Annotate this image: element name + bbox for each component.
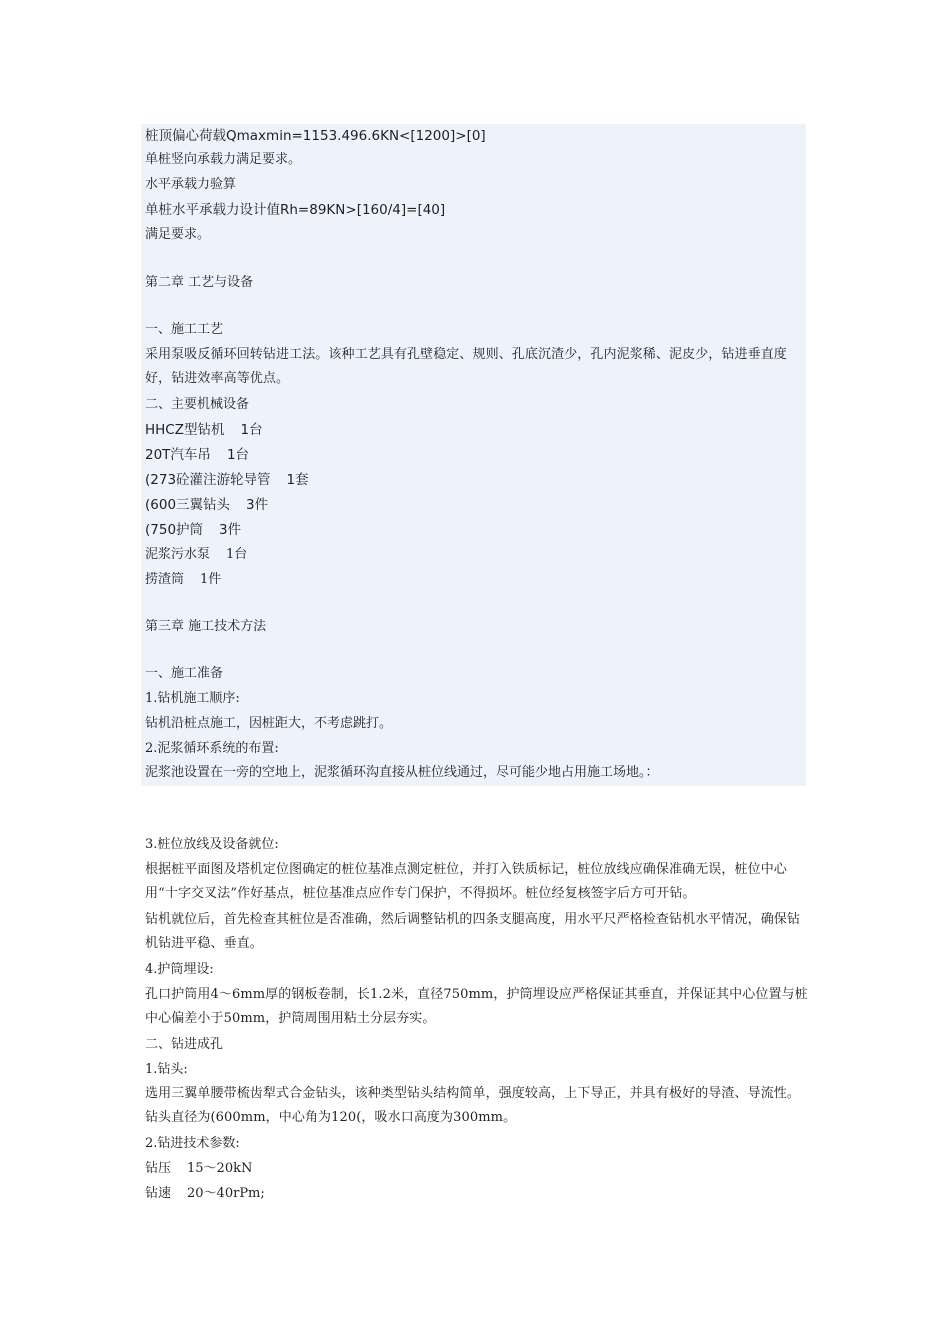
section-heading: 二、钻进成孔: [145, 1037, 224, 1052]
text-line: 单桩竖向承载力满足要求。: [145, 152, 302, 167]
equipment-name: (600三翼钻头: [145, 497, 231, 513]
section-heading: 一、施工准备: [145, 666, 224, 681]
equipment-qty: 1件: [200, 572, 222, 587]
equipment-item: [145, 493, 268, 517]
equipment-name: 泥浆污水泵: [145, 547, 211, 562]
equipment-qty: 1台: [240, 422, 263, 438]
equipment-item: [145, 418, 263, 442]
parameter-row: [145, 1157, 252, 1181]
text-line: 水平承载力验算: [145, 177, 237, 192]
paragraph: 根据桩平面图及塔机定位图确定的桩位基准点测定桩位，并打入铁质标记，桩位放线应确保准确无误，桩位中心用“十字交叉法”作好基点，桩位基准点应作专门保护，不得损坏。桩位经复核签字后方可开钻。: [145, 862, 787, 901]
item-title: 3.桩位放线及设备就位:: [145, 837, 279, 852]
paragraph: 孔口护筒用4～6mm厚的钢板卷制，长1.2米，直径750mm，护筒埋设应严格保证其垂直，并保证其中心位置与桩中心偏差小于50mm，护筒周围用粘土分层夯实。: [145, 987, 808, 1026]
text-line: 满足要求。: [145, 227, 211, 242]
item-title: 1.钻头:: [145, 1062, 188, 1077]
parameter-value: 15～20kN: [187, 1161, 253, 1176]
equipment-qty: 3件: [219, 522, 242, 538]
parameter-row: [145, 1182, 265, 1206]
equipment-qty: 1台: [226, 547, 248, 562]
equipment-name: (273砼灌注游轮导管: [145, 472, 271, 488]
paragraph: 选用三翼单腰带梳齿犁式合金钻头，该种类型钻头结构简单，强度较高，上下导正，并具有极好的导渣、导流性。钻头直径为(600mm，中心角为120(，吸水口高度为300mm。: [145, 1086, 801, 1125]
section-heading: 二、主要机械设备: [145, 397, 250, 412]
equipment-item: [145, 568, 221, 592]
equipment-item: [145, 468, 309, 492]
paragraph: 钻机沿桩点施工，因桩距大，不考虑跳打。: [145, 716, 393, 731]
parameter-value: 20～40rPm;: [187, 1186, 265, 1201]
paragraph: 钻机就位后，首先检查其桩位是否准确，然后调整钻机的四条支腿高度，用水平尺严格检查钻机水平情况，确保钻机钻进平稳、垂直。: [145, 912, 801, 951]
equipment-item: [145, 543, 247, 567]
paragraph: 泥浆池设置在一旁的空地上，泥浆循环沟直接从桩位线通过，尽可能少地占用施工场地。：: [145, 765, 659, 780]
item-title: 4.护筒埋设:: [145, 962, 214, 977]
section-heading: 一、施工工艺: [145, 322, 224, 337]
item-title: 2.钻进技术参数:: [145, 1136, 240, 1151]
chapter-title: 第三章 施工技术方法: [145, 619, 267, 634]
chapter-title: 第二章 工艺与设备: [145, 275, 254, 290]
equipment-name: (750护筒: [145, 522, 204, 538]
equipment-qty: 3件: [246, 497, 269, 513]
equipment-name: 20T汽车吊: [145, 447, 211, 463]
equipment-qty: 1台: [226, 447, 250, 463]
parameter-name: 钻速: [145, 1186, 172, 1201]
item-title: 1.钻机施工顺序:: [145, 691, 240, 706]
paragraph: 采用泵吸反循环回转钻进工法。该种工艺具有孔壁稳定、规则、孔底沉渣少，孔内泥浆稀、泥皮少，钻进垂直度好，钻进效率高等优点。: [145, 347, 787, 386]
item-title: 2.泥浆循环系统的布置:: [145, 741, 279, 756]
equipment-qty: 1套: [286, 472, 309, 488]
equipment-name: 捞渣筒: [145, 572, 185, 587]
text-line: 桩顶偏心荷载Qmaxmin=1153.496.6KN<[1200]>[0]: [145, 128, 486, 144]
equipment-item: [145, 443, 249, 467]
parameter-name: 钻压: [145, 1161, 172, 1176]
equipment-name: HHCZ型钻机: [145, 422, 225, 438]
text-line: 单桩水平承载力设计值Rh=89KN>[160/4]=[40]: [145, 202, 446, 218]
equipment-item: [145, 518, 241, 542]
